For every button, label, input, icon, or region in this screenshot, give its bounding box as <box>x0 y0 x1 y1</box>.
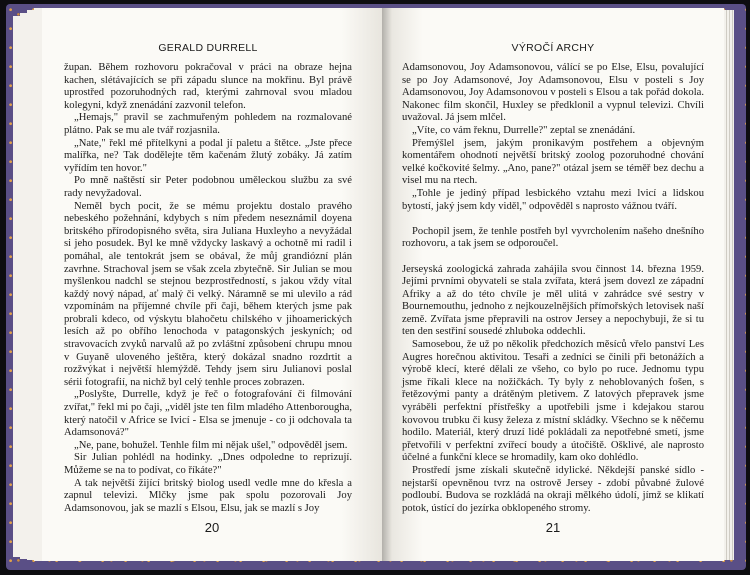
paragraph: Pochopil jsem, že tenhle postřeh byl vyvrcholením našeho dnešního rozhovoru, a tak jsem se odporoučel. <box>402 225 704 250</box>
body-text <box>64 62 352 515</box>
paragraph: „Tohle je jediný případ lesbického vztahu mezi lvicí a lidskou bytostí, jaký jsem kdy viděl," odpověděl s naprosto vážnou tváří. <box>402 187 704 212</box>
right-page <box>382 8 724 561</box>
paragraph: Přemýšlel jsem, jakým pronikavým postřehem a objevným komentářem ohodnotí největší britský zoolog pozoruhodné chování velké kočkovité šelmy. „Ano, pane?" otázal jsem se téměř bez dechu a visel mu na rtech. <box>402 137 704 187</box>
page-number: 21 <box>545 520 561 535</box>
paragraph: „Poslyšte, Durrelle, když je řeč o fotografování či filmování zvířat," řekl mi po čaji, „viděl jste ten film mladého Attenborougha, který natočil v Africe se Ivicí - Elsa se jmenuje - co ji odchovala ta Adamsonová?" <box>64 389 352 439</box>
running-head: GERALD DURRELL <box>158 42 258 54</box>
paragraph: Jerseyská zoologická zahrada zahájila svou činnost 14. března 1959. Jejími prvními obyvateli se stala zvířata, která jsem dovezl ze západní Afriky a až do této chvíle je měl ulitá v zahrádce své sestry v Bournemouthu, jednoho z nejkouzelnějších přímořských letovisek naší země. Zvířata jsme přepravili na ostrov Jersey a nepochybuji, že si tu ten den sestřiní sousedé zhluboka oddechli. <box>402 263 704 338</box>
paragraph: Sir Julian pohlédl na hodinky. „Dnes odpoledne to reprizují. Můžeme se na to podívat, co říkáte?" <box>64 452 352 476</box>
page-number: 20 <box>204 520 220 535</box>
left-page <box>42 8 382 561</box>
paragraph: „Víte, co vám řeknu, Durrelle?" zeptal se znenádání. <box>412 124 636 136</box>
running-head: VÝROČÍ ARCHY <box>511 42 595 54</box>
paragraph: Prostředí jsme získali skutečně idylické. Někdejší panské sídlo - nejstarší opevněnou tvrz na ostrově Jersey - zdobí půvabné žulové podloubí. Budova se rozkládá na okraji mělkého údolí, jímž se klikatí potok, ústící do jezírka obklopeného stromy. <box>402 465 704 514</box>
paragraph: Po mně naštěstí sir Peter podobnou uměleckou službu za své rady nevyžadoval. <box>64 175 352 199</box>
paragraph: Neměl bych pocit, že se mému projektu dostalo pravého nebeského požehnání, kdybych s ním předem neseznámil doyena britského přírodopisného světa, sira Juliana Huxleyho a nevyžádal si jeho posudek. Byl ke mně vždycky laskavý a ochotně mi radil i pomáhal, ale tentokrát jsem se obával, že můj grandiózní plán zavrhne. Strachoval jsem se však zcela zbytečně. Sir Julian se mou myšlenkou nadchl se stejnou bezprostředností, s jakou vždy vítal každý nový nápad, ať malý či velký. Náramně se mi ulevilo a rád vzpomínám na příjemné chvíle při čaji, během kterých jsme pak probrali kdeco, od výskytu blahočetu chilského v jihoamerických lesích až po obřího lenochoda v patagonských jeskyních; od stravovacích zvyků narvalů až po zvláštní způsobení chrupu mnou v Guyaně uloveného ještěra, který dokázal snadno rozdrtit a rozžvýkat i největší hlemýždě. Tehdy jsem siru Julianovi poslal sérii fotografií, na nichž byl celý tenhle proces zobrazen. <box>64 200 352 388</box>
paragraph: A tak největší žijící britský biolog usedl vedle mne do křesla a zapnul televizi. Mlčky jsme pak spolu pozorovali Joy Adamsonovou, jak se mazlí s Elsou, Elsu, jak se mazlí s Joy <box>64 477 352 514</box>
paragraph: „Nate," řekl mé přítelkyni a podal jí paletu a štětce. „Jste přece malířka, ne? Tak dodělejte těm kačenám žlutý zobáky. Já zatím vyřídím ten hovor." <box>64 137 352 174</box>
paragraph: Adamsonovou, Joy Adamsonovou, válící se po Else, Elsu, povalující se po Joy Adamsonové, Joy Adamsonovou, Elsu v posteli s Joy Adamsonovou, Joy Adamsonovou v posteli s Elsou a tak pořád dokola. Nakonec film skončil, Huxley se předklonil a vypnul televizi. Chvíli uvažoval. Já jsem mlčel. <box>402 62 704 124</box>
page-edge <box>724 10 734 560</box>
paragraph: Samosebou, že už po několik předchozích měsíců vřelo panství Les Augres horečnou aktivitou. Tesaři a zedníci se činili při betonážích a výrobě klecí, které dělali ze všeho, co bylo po ruce. Jednomu typu jsme říkali klece na nožičkách. Ty byly z nehoblovaných fošen, s řetězovými panty a drátěným pletivem. Z latových přepravek jsme vyráběli perfektní přístřešky a upotřebili jsme i kdejakou starou kovovou trubku či kusy železa z místní skládky. Všechno se k něčemu hodilo. Materiál, který druzí lidé pokládali za nepotřebné smetí, jsme přetvořili v perfektní zvířecí boudy a útočiště. Ošklivé, ale naprosto účelné a funkční klece se hromadily, kam oko dohlédlo. <box>402 339 704 464</box>
paragraph: „Hemajs," pravil se zachmuřeným pohledem na rozmalované plátno. Pak se mu ale tvář rozjasnila. <box>64 112 352 136</box>
body-text <box>402 62 704 515</box>
paragraph: „Ne, pane, bohužel. Tenhle film mi nějak ušel," odpověděl jsem. <box>74 439 348 451</box>
paragraph: župan. Během rozhovoru pokračoval v práci na obraze hejna kachen, slétávajících se při západu slunce na mokřinu. Byl právě uprostřed pozoruhodných rad, kterými zahrnoval svou mladou kolegyni, když znenádání zazvonil telefon. <box>64 62 352 111</box>
